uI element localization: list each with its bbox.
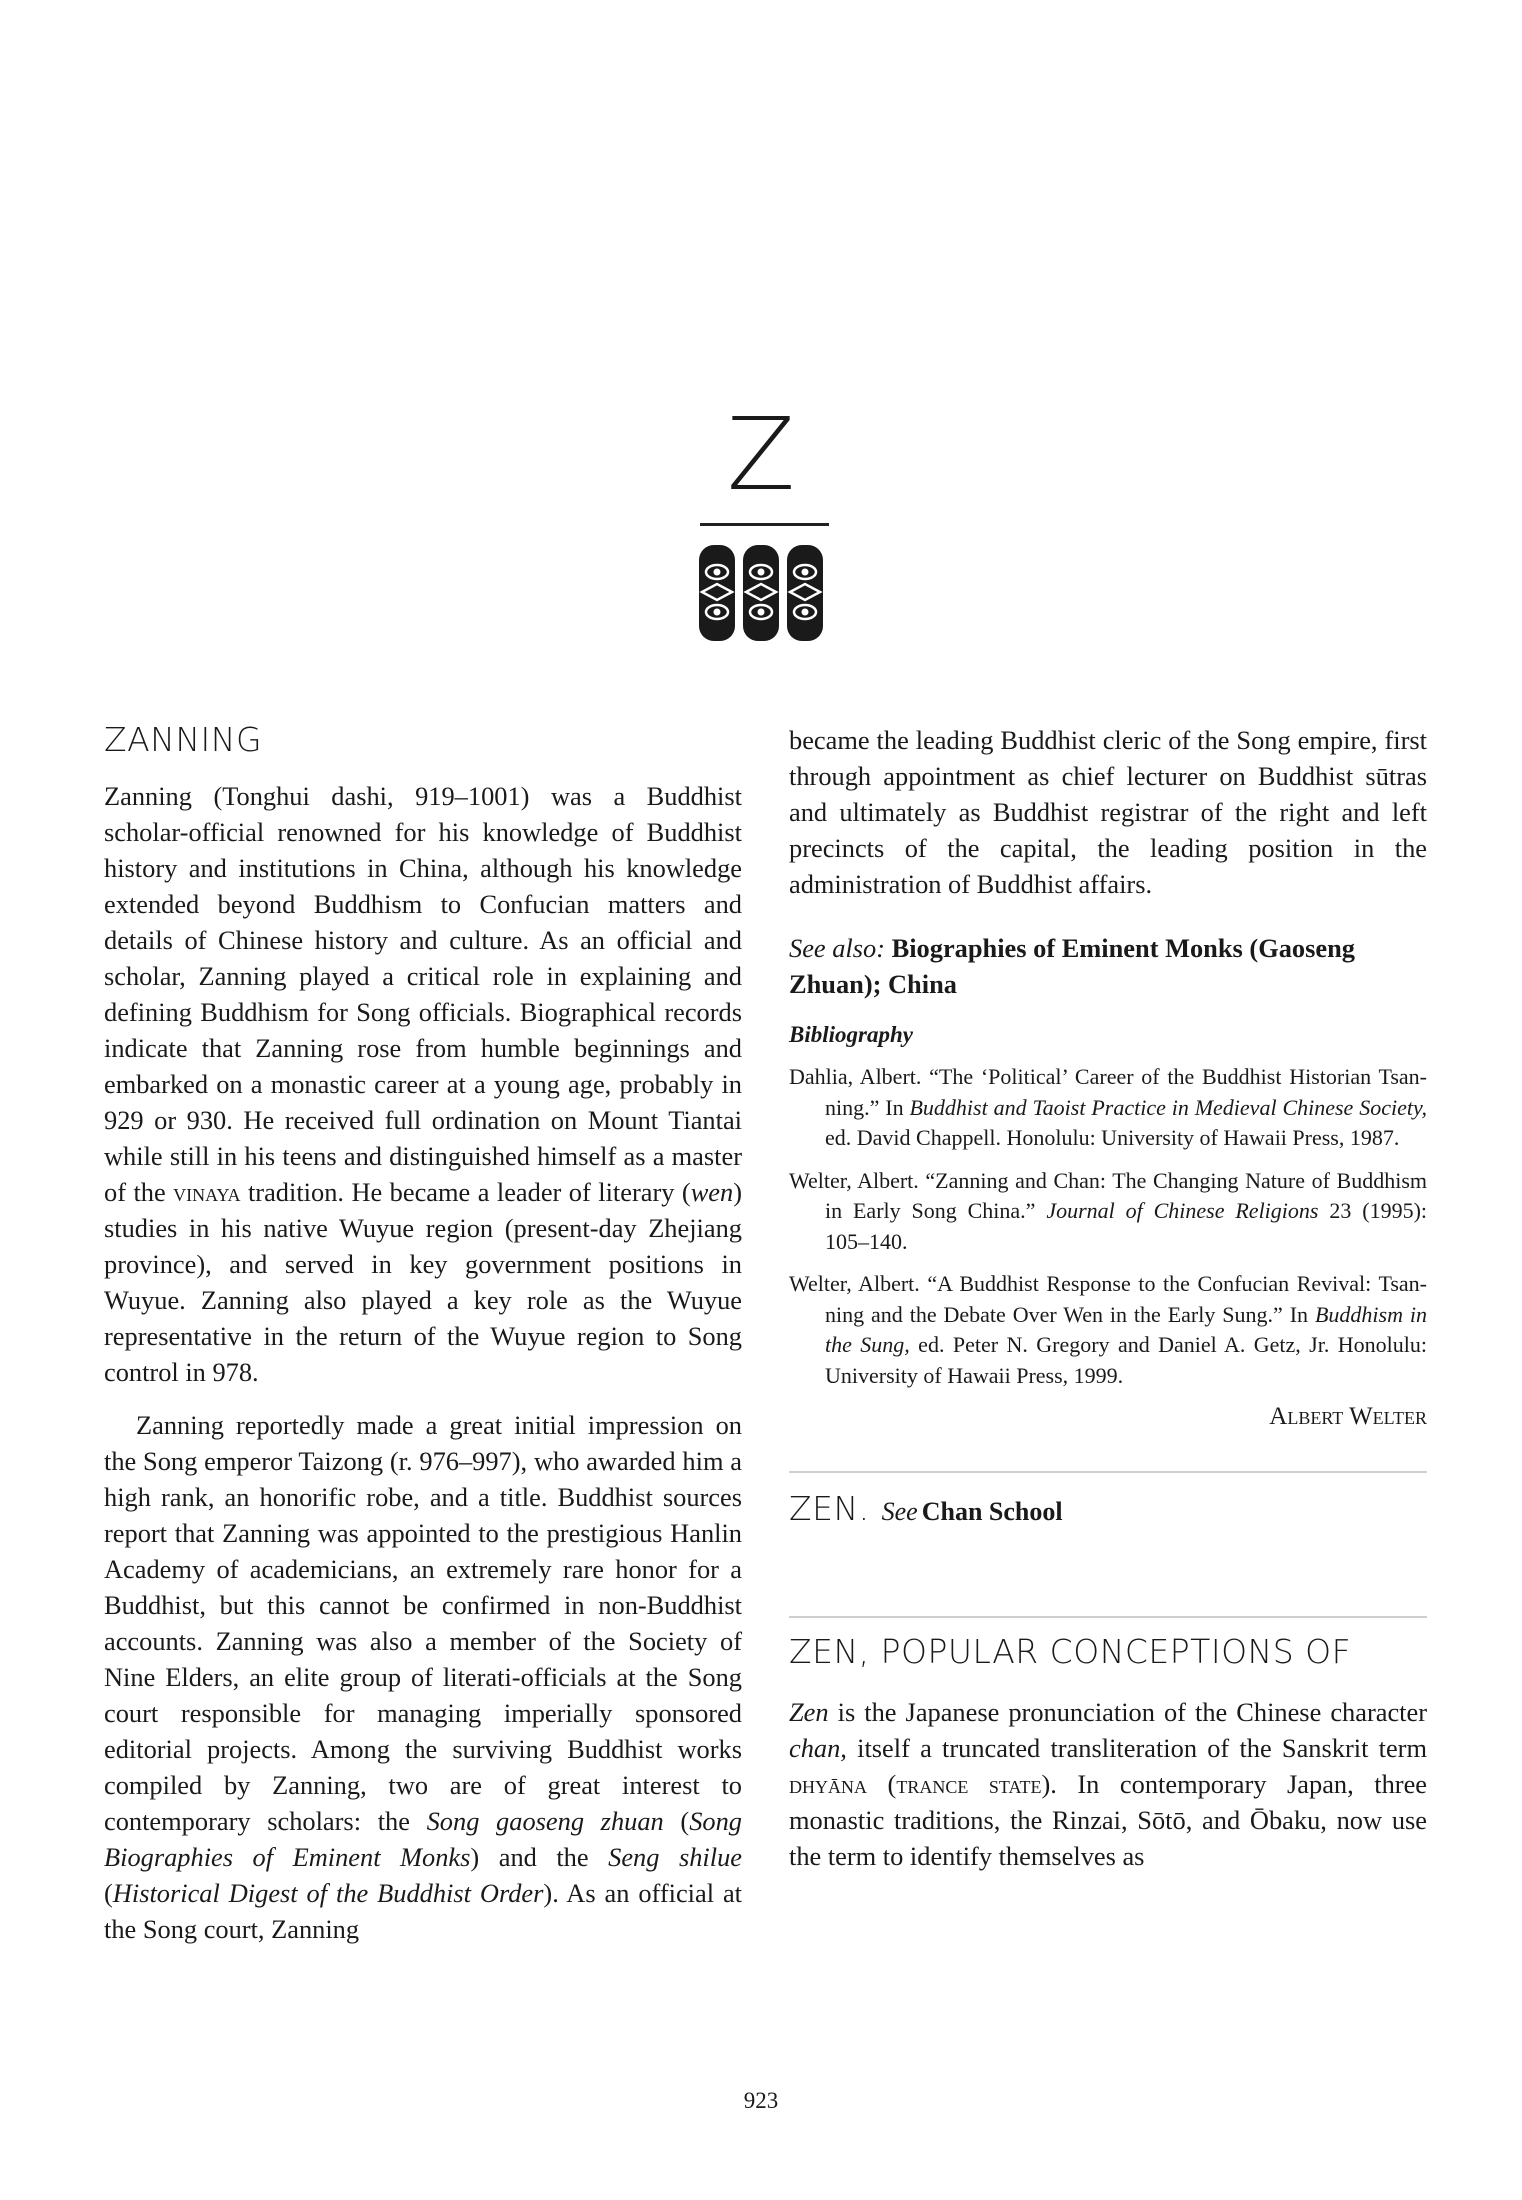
chan-school-link[interactable]: Chan School [921,1497,1063,1526]
zen-popular-heading: ZEN, POPULAR CONCEPTIONS OF [789,1632,1352,1671]
article-author: Albert Welter [1269,1403,1427,1430]
zanning-paragraph-1: Zanning (Tonghui dashi, 919–1001) was a Buddhist scholar-official renowned for his knowledge of Buddhist history and institutions in China, although his knowledge extended beyond Buddhism to Confucian matters and details of Chinese history and culture. As an official and scholar, Zanning played a critical role in explaining and defining Buddhism for Song officials. Biographical records indicate that Zanning rose from humble beginnings and embarked on a monastic career at a young age, probably in 929 or 930. He received full ordination on Mount Tiantai while still in his teens and distinguished himself as a master of the vinaya tradition. He became a leader of literary (wen) studies in his native Wuyue region (present-day Zhejiang province), and served in key government positions in Wuyue. Zanning also played a key role as the Wuyue representative in the return of the Wuyue region to Song control in 978. [104,781,742,1387]
see-also-link[interactable]: Biographies of Eminent Monks (Gaoseng Zhuan); China [789,933,1355,999]
left-column [104,720,742,1947]
bibliography-heading: Bibliography [789,1022,913,1047]
zanning-paragraph-3: became the leading Buddhist cleric of the Song empire, first through appointment as chief lecturer on Buddhist sūtras and ultimately as Buddhist registrar of the right and left precincts of the capital, the leading position in the administration of Buddhist affairs. [789,725,1427,899]
section-letter: Z [726,396,796,513]
bibliography-entry: Dahlia, Albert. “The ‘Political’ Career of the Buddhist Historian Tsan-ning.” In Buddhist and Taoist Practice in Medieval Chinese Society, ed. David Chappell. Honolulu: University of Hawaii Press, 1987. [789,1064,1428,1150]
zen-heading: ZEN. [789,1489,870,1528]
zanning-heading: ZANNING [104,720,263,759]
zanning-paragraph-2: Zanning reportedly made a great initial impression on the Song emperor Taizong (r. 976–997), who awarded him a high rank, an honorific robe, and a title. Buddhist sources report that Zanning was appointed to the prestigious Hanlin Academy of academicians, an extremely rare honor for a Buddhist, but this cannot be confirmed in non-Buddhist accounts. Zanning was also a member of the Society of Nine Elders, an elite group of literati-officials at the Song court responsible for managing imperially sponsored editorial projects. Among the surviving Buddhist works compiled by Zanning, two are of great interest to contemporary scholars: the Song gaoseng zhuan (Song Biographies of Eminent Monks) and the Seng shilue (Historical Digest of the Buddhist Order). As an official at the Song court, Zanning [104,1410,742,1944]
beads-ornament-icon [696,540,827,645]
right-column [789,722,1427,1874]
letter-underline [700,523,829,526]
page-number: 923 [743,2088,779,2113]
bibliography-entry: Welter, Albert. “A Buddhist Response to the Confucian Revival: Tsan-ning and the Debate Over Wen in the Early Sung.” In Buddhism in the Sung, ed. Peter N. Gregory and Daniel A. Getz, Jr. Honolulu: University of Hawaii Press, 1999. [789,1271,1427,1388]
zen-popular-paragraph: Zen is the Japanese pronunciation of the Chinese character chan, itself a truncated transliteration of the Sanskrit term dhyāna (trance state). In contemporary Japan, three monastic traditions, the Rinzai, Sōtō, and Ōbaku, now use the term to identify themselves as [789,1697,1427,1871]
see-also: See also: Biographies of Eminent Monks (Gaoseng Zhuan); China [789,933,1355,999]
bibliography-entry: Welter, Albert. “Zanning and Chan: The Changing Nature of Buddhism in Early Song China.” Journal of Chinese Religions 23 (1995): 105–140. [789,1167,1428,1254]
zen-entry: ZEN. See Chan School [789,1489,1063,1528]
